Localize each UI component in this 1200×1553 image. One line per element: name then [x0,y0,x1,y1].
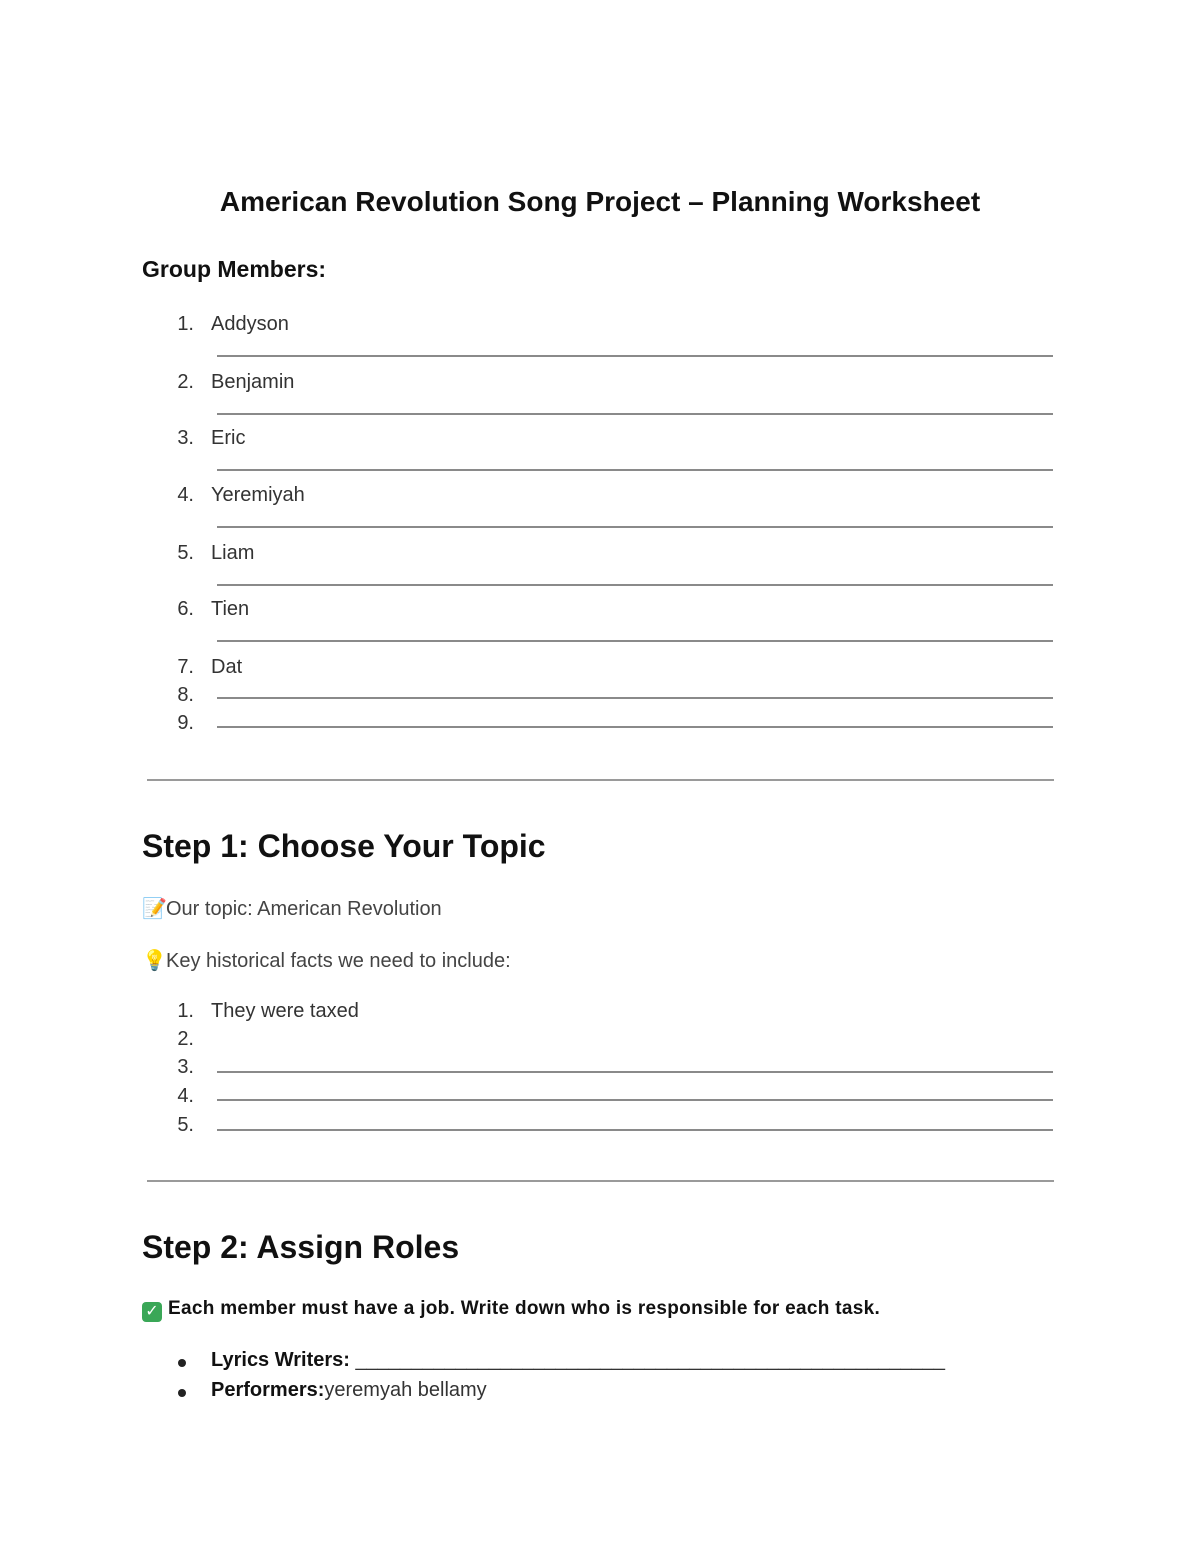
facts-label-text: Key historical facts we need to include: [166,950,511,972]
role-value[interactable]: _____________________________________________________ [355,1349,946,1371]
member-name[interactable]: Benjamin [211,371,295,393]
list-number: 2. [177,371,194,393]
answer-line [217,1071,1053,1073]
page-title: American Revolution Song Project – Planning Worksheet [219,186,981,217]
member-name[interactable]: Addyson [211,313,289,335]
list-number: 8. [177,684,194,706]
member-name[interactable]: Yeremiyah [211,484,305,506]
role-label: Performers: [211,1379,325,1401]
topic-line [142,896,442,921]
list-number: 1. [177,313,194,335]
roles-instruction [142,1298,880,1322]
list-number: 7. [177,656,194,678]
list-number: 4. [177,1085,194,1107]
role-value[interactable]: yeremyah bellamy [324,1379,487,1401]
list-number: 1. [177,1000,194,1022]
answer-line [217,413,1053,415]
member-name[interactable]: Liam [211,542,255,564]
bullet [178,1389,186,1397]
answer-line [217,697,1053,699]
list-number: 3. [177,427,194,449]
step2-heading: Step 2: Assign Roles [142,1229,460,1265]
section-divider [147,1180,1054,1182]
member-name[interactable]: Eric [211,427,246,449]
answer-line [217,469,1053,471]
answer-line [217,526,1053,528]
bullet [178,1359,186,1367]
group-members-heading: Group Members: [142,256,327,282]
section-divider [147,779,1054,781]
topic-text: Our topic: American Revolution [166,898,442,920]
member-name[interactable]: Tien [211,598,250,620]
answer-line [217,726,1053,728]
answer-line [217,1099,1053,1101]
role-performers [211,1379,487,1402]
answer-line [217,1129,1053,1131]
role-label: Lyrics Writers: [211,1349,350,1371]
list-number: 2. [177,1028,194,1050]
answer-line [217,584,1053,586]
list-number: 5. [177,1114,194,1136]
step1-heading: Step 1: Choose Your Topic [142,828,546,864]
memo-icon: 📝 [142,898,167,920]
list-number: 9. [177,712,194,734]
facts-label [142,948,511,973]
lightbulb-icon: 💡 [142,950,167,972]
answer-line [217,355,1053,357]
member-name[interactable]: Dat [211,656,243,678]
list-number: 5. [177,542,194,564]
list-number: 6. [177,598,194,620]
fact-text[interactable]: They were taxed [211,1000,359,1022]
role-lyrics-writers [211,1349,945,1372]
list-number: 4. [177,484,194,506]
instruction-text: Each member must have a job. Write down who is responsible for each task. [168,1298,881,1319]
answer-line [217,640,1053,642]
check-mark-icon: ✓ [142,1302,162,1322]
list-number: 3. [177,1056,194,1078]
